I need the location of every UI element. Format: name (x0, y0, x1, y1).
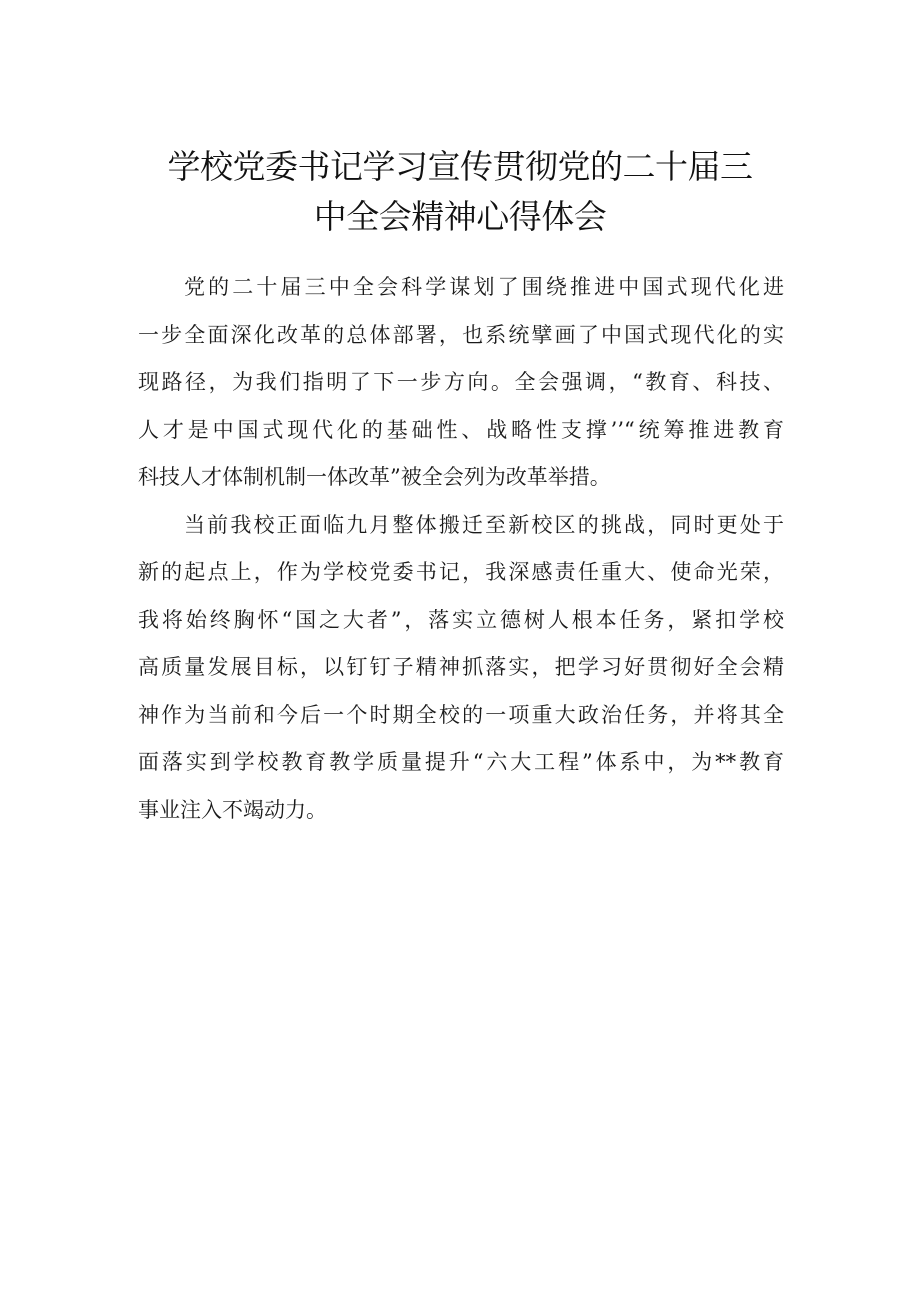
paragraph-2-line: 我将始终胸怀“国之大者”，落实立德树人根本任务，紧扣学校 (138, 607, 784, 632)
paragraph-2 (138, 502, 784, 835)
document-body (138, 264, 784, 834)
document-title (120, 142, 800, 242)
paragraph-1-line: 现路径，为我们指明了下一步方向。全会强调，“教育、科技、 (138, 370, 784, 394)
paragraph-2-line: 面落实到学校教育教学质量提升“六大工程”体系中，为**教育 (138, 750, 784, 774)
title-line-1: 学校党委书记学习宣传贯彻党的二十届三 (167, 147, 753, 186)
paragraph-1-line: 科技人才体制机制一体改革”被全会列为改革举措。 (138, 465, 611, 489)
paragraph-2-line: 事业注入不竭动力。 (138, 797, 327, 822)
paragraph-1-line: 党的二十届三中全会科学谋划了围绕推进中国式现代化进 (184, 275, 784, 299)
title-line-2: 中全会精神心得体会 (313, 197, 607, 236)
paragraph-2-line: 当前我校正面临九月整体搬迁至新校区的挑战，同时更处于 (184, 512, 784, 537)
paragraph-1-line: 一步全面深化改革的总体部署，也系统擘画了中国式现代化的实 (138, 322, 784, 347)
paragraph-2-line: 高质量发展目标，以钉钉子精神抓落实，把学习好贯彻好全会精 (138, 655, 784, 679)
paragraph-2-line: 新的起点上，作为学校党委书记，我深感责任重大、使命光荣， (138, 560, 784, 584)
paragraph-2-line: 神作为当前和今后一个时期全校的一项重大政治任务，并将其全 (138, 702, 784, 727)
paragraph-1-line: 人才是中国式现代化的基础性、战略性支撑’’“统筹推进教育 (138, 417, 784, 442)
paragraph-1 (138, 264, 784, 502)
